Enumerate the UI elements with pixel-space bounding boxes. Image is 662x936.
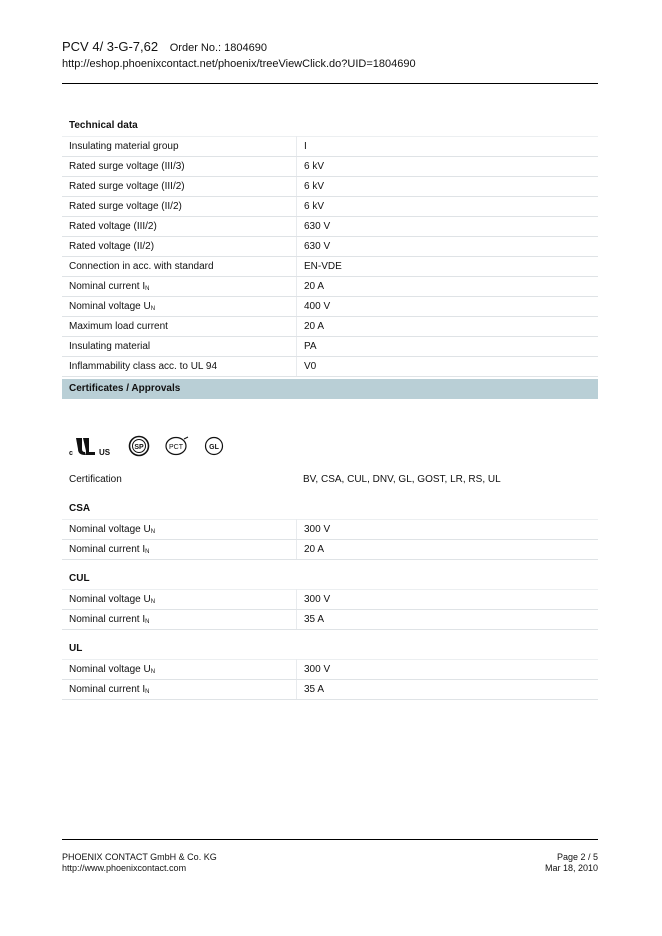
ul-section xyxy=(62,639,598,700)
row-value: 300 V xyxy=(297,660,599,680)
table-row xyxy=(62,357,598,377)
gl-mark-icon xyxy=(204,436,224,456)
row-label-text: Rated surge voltage (II/2) xyxy=(69,201,182,212)
csa-mark-icon xyxy=(128,435,150,457)
row-label-subscript: N xyxy=(145,689,150,695)
row-label xyxy=(62,660,297,680)
table-row xyxy=(62,137,598,157)
row-label xyxy=(62,277,297,297)
csa-section xyxy=(62,499,598,560)
row-value: 6 kV xyxy=(297,197,599,217)
row-label xyxy=(62,680,297,700)
product-url[interactable]: http://eshop.phoenixcontact.net/phoenix/treeViewClick.do?UID=1804690 xyxy=(62,58,416,70)
table-row xyxy=(62,217,598,237)
gost-mark-icon xyxy=(164,435,190,457)
row-value: I xyxy=(297,137,599,157)
row-label xyxy=(62,157,297,177)
row-label-text: Inflammability class acc. to UL 94 xyxy=(69,361,218,372)
row-value: 630 V xyxy=(297,217,599,237)
certification-value: BV, CSA, CUL, DNV, GL, GOST, LR, RS, UL xyxy=(303,474,501,485)
row-value: 630 V xyxy=(297,237,599,257)
row-value: 6 kV xyxy=(297,177,599,197)
row-value: 6 kV xyxy=(297,157,599,177)
row-label-subscript: N xyxy=(145,286,150,292)
row-label-text: Rated voltage (III/2) xyxy=(69,221,157,232)
footer-right xyxy=(545,852,598,874)
svg-text:PCT: PCT xyxy=(169,444,183,451)
table-row xyxy=(62,177,598,197)
row-label-text: Insulating material group xyxy=(69,141,179,152)
title-line xyxy=(62,38,598,57)
row-label xyxy=(62,297,297,317)
certification-row xyxy=(62,470,598,489)
cul-title: CUL xyxy=(69,573,90,584)
row-value: 300 V xyxy=(297,520,599,540)
row-label-subscript: N xyxy=(145,549,150,555)
table-row xyxy=(62,157,598,177)
row-label-text: Maximum load current xyxy=(69,321,168,332)
table-row xyxy=(62,257,598,277)
table-row xyxy=(62,610,598,630)
row-label-text: Nominal current I xyxy=(69,684,146,695)
row-label-text: Connection in acc. with standard xyxy=(69,261,214,272)
row-value: 20 A xyxy=(297,540,599,560)
row-value: EN-VDE xyxy=(297,257,599,277)
product-name: PCV 4/ 3-G-7,62 xyxy=(62,39,159,54)
row-value: 35 A xyxy=(297,680,599,700)
row-value: 400 V xyxy=(297,297,599,317)
company-website[interactable]: http://www.phoenixcontact.com xyxy=(62,863,187,873)
csa-title: CSA xyxy=(69,503,91,514)
table-row xyxy=(62,317,598,337)
row-label-text: Insulating material xyxy=(69,341,151,352)
row-value: 35 A xyxy=(297,610,599,630)
row-label-subscript: N xyxy=(145,619,150,625)
row-label xyxy=(62,197,297,217)
row-label xyxy=(62,610,297,630)
certificates-section xyxy=(62,379,598,399)
table-row xyxy=(62,590,598,610)
row-label xyxy=(62,137,297,157)
row-label xyxy=(62,357,297,377)
technical-data-table xyxy=(62,136,598,377)
row-label-text: Rated surge voltage (III/3) xyxy=(69,161,185,172)
row-label-text: Nominal voltage U xyxy=(69,664,151,675)
row-value: 20 A xyxy=(297,317,599,337)
table-row xyxy=(62,337,598,357)
table-row xyxy=(62,660,598,680)
row-label-text: Nominal voltage U xyxy=(69,524,151,535)
row-label xyxy=(62,337,297,357)
row-value: 300 V xyxy=(297,590,599,610)
row-label-subscript: N xyxy=(150,529,156,535)
row-label xyxy=(62,257,297,277)
row-label-text: Nominal voltage U xyxy=(69,594,151,605)
order-label: Order No.: xyxy=(169,42,222,54)
approval-logos xyxy=(68,432,238,460)
ul-table xyxy=(62,659,598,700)
cul-us-mark-icon xyxy=(68,434,114,458)
table-row xyxy=(62,520,598,540)
technical-data-section xyxy=(62,116,598,377)
row-label xyxy=(62,177,297,197)
cul-section xyxy=(62,569,598,630)
footer-left xyxy=(62,852,217,874)
row-label xyxy=(62,540,297,560)
row-label-text: Nominal current I xyxy=(69,614,146,625)
row-label xyxy=(62,317,297,337)
table-row xyxy=(62,680,598,700)
ul-title: UL xyxy=(69,643,83,654)
cul-table xyxy=(62,589,598,630)
row-value: V0 xyxy=(297,357,599,377)
svg-text:SP: SP xyxy=(134,444,144,451)
row-label xyxy=(62,590,297,610)
certificates-title: Certificates / Approvals xyxy=(62,379,598,399)
technical-data-title: Technical data xyxy=(69,120,138,131)
document-date: Mar 18, 2010 xyxy=(544,863,598,873)
row-label-subscript: N xyxy=(150,599,156,605)
certification-label: Certification xyxy=(69,474,122,485)
row-value: PA xyxy=(297,337,599,357)
row-label-subscript: N xyxy=(150,306,156,312)
page-header xyxy=(62,38,598,72)
row-label-text: Nominal current I xyxy=(69,544,146,555)
row-label-text: Nominal current I xyxy=(69,281,146,292)
row-label xyxy=(62,237,297,257)
order-number-label xyxy=(170,42,267,54)
table-row xyxy=(62,237,598,257)
order-number: 1804690 xyxy=(224,42,267,54)
company-name: PHOENIX CONTACT GmbH & Co. KG xyxy=(62,852,217,862)
header-divider xyxy=(62,83,598,84)
svg-text:c: c xyxy=(69,450,73,457)
table-row xyxy=(62,540,598,560)
csa-table xyxy=(62,519,598,560)
page-number: Page 2 / 5 xyxy=(556,852,598,862)
footer-divider xyxy=(62,839,598,840)
row-label-text: Rated voltage (II/2) xyxy=(69,241,155,252)
row-label-text: Nominal voltage U xyxy=(69,301,151,312)
row-label xyxy=(62,520,297,540)
svg-text:US: US xyxy=(99,448,111,457)
row-label-subscript: N xyxy=(150,669,156,675)
row-label-text: Rated surge voltage (III/2) xyxy=(69,181,185,192)
table-row xyxy=(62,277,598,297)
table-row xyxy=(62,297,598,317)
svg-text:GL: GL xyxy=(209,444,219,451)
table-row xyxy=(62,197,598,217)
row-value: 20 A xyxy=(297,277,599,297)
row-label xyxy=(62,217,297,237)
